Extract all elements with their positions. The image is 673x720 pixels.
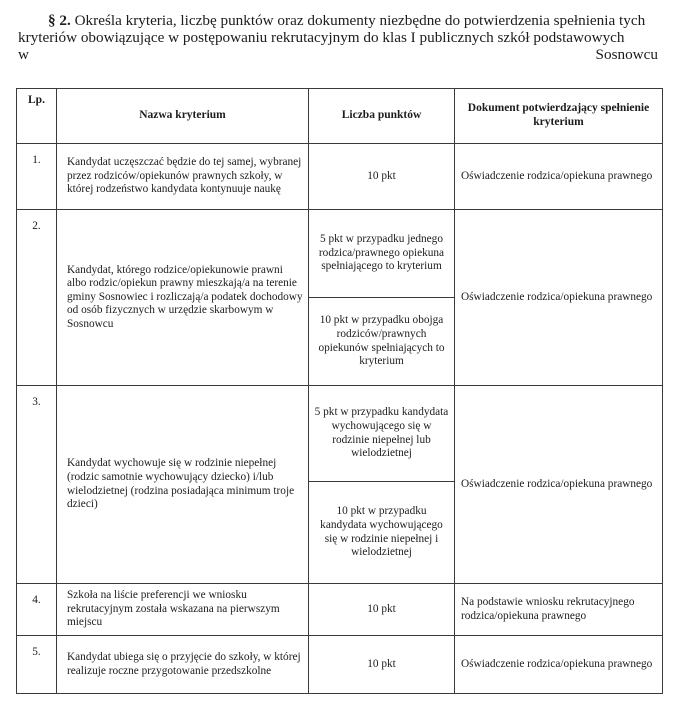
table-row [17,636,663,694]
intro-line-1 [18,12,658,29]
intro-line-1-text: Określa kryteria, liczbę punktów oraz dokumenty niezbędne do potwierdzenia spełnienia tych [74,12,646,29]
intro-line-3-left: w [18,46,29,63]
header-criterion: Nazwa kryterium [57,89,309,144]
header-points: Liczba punktów [309,89,455,144]
row-3-points-b: 10 pkt w przypadku kandydata wychowującego się w rodzinie niepełnej i wielodzietnej [309,482,455,584]
row-2-lp: 2. [17,210,57,386]
row-3-document: Oświadczenie rodzica/opiekuna prawnego [455,386,663,584]
row-4-criterion: Szkoła na liście preferencji we wniosku rekrutacyjnym została wskazana na pierwszym miejscu [57,584,309,636]
row-2-criterion: Kandydat, którego rodzice/opiekunowie prawni albo rodzic/opiekun prawny mieszkają/a na terenie gminy Sosnowiec i rozliczają/a podatek dochodowy od osób fizycznych w urzędzie skarbowym w Sosnowcu [57,210,309,386]
row-2-points-b: 10 pkt w przypadku obojga rodziców/prawnych opiekunów spełniających to kryterium [309,298,455,386]
row-4-document: Na podstawie wniosku rekrutacyjnego rodzica/opiekuna prawnego [455,584,663,636]
row-1-points: 10 pkt [309,144,455,210]
row-3-points-a: 5 pkt w przypadku kandydata wychowującego się w rodzinie niepełnej lub wielodzietnej [309,386,455,482]
table-row [17,584,663,636]
header-lp: Lp. [17,89,57,144]
intro-paragraph [18,12,658,63]
row-1-lp: 1. [17,144,57,210]
row-5-points: 10 pkt [309,636,455,694]
row-5-criterion: Kandydat ubiega się o przyjęcie do szkoły, w której realizuje roczne przygotowanie przedszkolne [57,636,309,694]
row-4-lp: 4. [17,584,57,636]
section-number: § 2. [48,12,71,29]
table-row [17,386,663,482]
table-row [17,144,663,210]
row-3-criterion: Kandydat wychowuje się w rodzinie niepełnej (rodzic samotnie wychowujący dziecko) i/lub wielodzietnej (rodzina posiadająca minimum troje dzieci) [57,386,309,584]
table-row [17,210,663,298]
intro-line-3-right: Sosnowcu [595,46,658,63]
intro-line-2: kryteriów obowiązujące w postępowaniu rekrutacyjnym do klas I publicznych szkół podstawowych [18,29,625,46]
intro-line-3 [18,46,658,63]
row-3-lp: 3. [17,386,57,584]
row-5-document: Oświadczenie rodzica/opiekuna prawnego [455,636,663,694]
criteria-table [16,88,663,694]
row-2-document: Oświadczenie rodzica/opiekuna prawnego [455,210,663,386]
row-2-points-a: 5 pkt w przypadku jednego rodzica/prawnego opiekuna spełniającego to kryterium [309,210,455,298]
row-1-document: Oświadczenie rodzica/opiekuna prawnego [455,144,663,210]
header-document: Dokument potwierdzający spełnienie kryterium [455,89,663,144]
row-4-points: 10 pkt [309,584,455,636]
row-5-lp: 5. [17,636,57,694]
row-1-criterion: Kandydat uczęszczać będzie do tej samej, wybranej przez rodziców/opiekunów prawnych szkoły, w której rodzeństwo kandydata kontynuuje naukę [57,144,309,210]
table-header-row [17,89,663,144]
